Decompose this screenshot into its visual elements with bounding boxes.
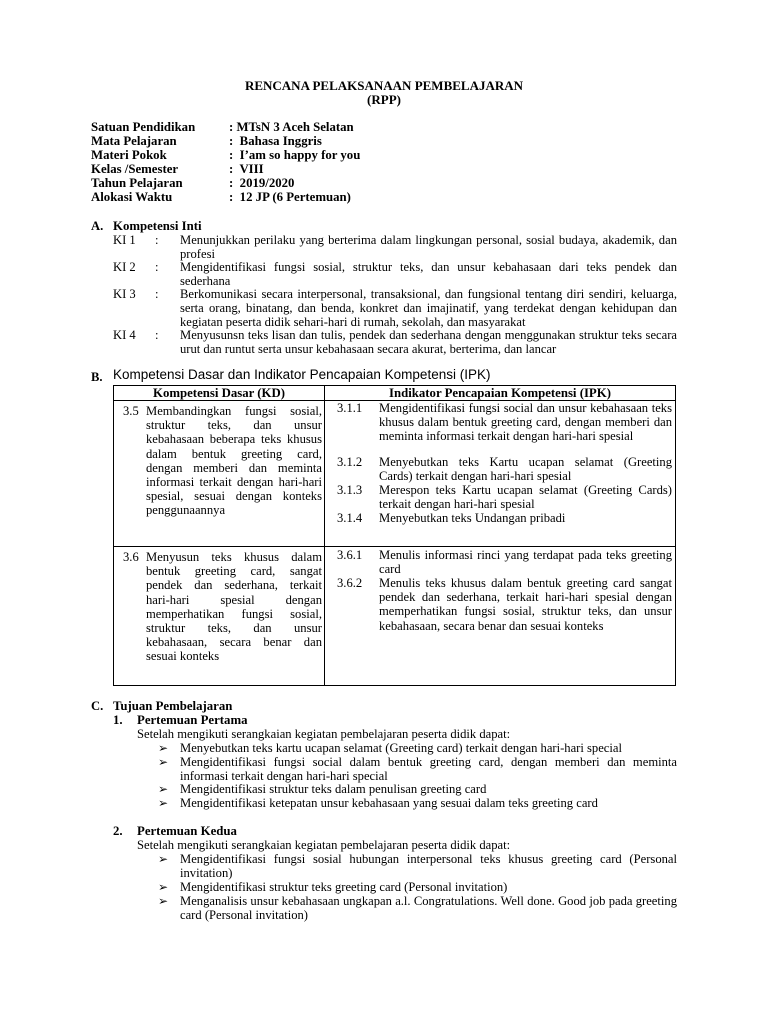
list-item: Mengidentifikasi fungsi social dalam bentuk greeting card, dengan memberi dan meminta informasi terkait dengan hari-hari special xyxy=(180,755,677,784)
list-item: Menganalisis unsur kebahasaan ungkapan a.l. Congratulations. Well done. Good job pada greeting card (Personal invitation) xyxy=(180,894,677,923)
ki-text: Mengidentifikasi fungsi sosial, struktur teks, dan unsur kebahasaan dari teks pendek dan sederhana xyxy=(180,260,677,289)
ki-code: KI 4 xyxy=(113,328,136,342)
identity-value: : I’am so happy for you xyxy=(229,148,361,162)
list-item: Mengidentifikasi struktur teks dalam penulisan greeting card xyxy=(180,782,487,796)
ki-text: Menyusunsn teks lisan dan tulis, pendek dan sederhana dengan menggunakan struktur teks secara urut dan runtut serta unsur kebahasaan secara akurat, berterima, dan lancar xyxy=(180,328,677,357)
arrow-bullet-icon: ➢ xyxy=(158,782,169,796)
kd-cell xyxy=(114,547,325,686)
list-item: Mengidentifikasi fungsi sosial hubungan interpersonal teks khusus greeting card (Personal invitation) xyxy=(180,852,677,881)
kd-number: 3.5 xyxy=(123,404,139,418)
kd-text: Menyusun teks khusus dalam bentuk greeting card, sangat pendek dan sederhana, terkait hari-hari spesial dengan memperhatikan fungsi sosial, struktur teks, dan unsur kebahasaan, secara benar dan sesuai konteks xyxy=(146,550,322,664)
identity-label: Tahun Pelajaran xyxy=(91,176,183,190)
ipk-text: Menulis informasi rinci yang terdapat pada teks greeting card xyxy=(379,548,672,577)
arrow-bullet-icon: ➢ xyxy=(158,894,169,908)
ipk-number: 3.1.2 xyxy=(337,455,363,469)
table-header-kd: Kompetensi Dasar (KD) xyxy=(114,386,325,401)
ipk-number: 3.1.1 xyxy=(337,401,363,415)
ipk-cell xyxy=(325,547,676,686)
section-b-letter: B. xyxy=(91,370,103,384)
identity-value: : VIII xyxy=(229,162,264,176)
meeting-intro: Setelah mengikuti serangkaian kegiatan pembelajaran peserta didik dapat: xyxy=(137,838,511,852)
ki-text: Menunjukkan perilaku yang berterima dalam lingkungan personal, sosial budaya, akademik, dan profesi xyxy=(180,233,677,262)
arrow-bullet-icon: ➢ xyxy=(158,880,169,894)
ki-colon: : xyxy=(155,260,159,274)
ipk-number: 3.6.2 xyxy=(337,576,363,590)
identity-label: Satuan Pendidikan xyxy=(91,120,196,134)
kd-text: Membandingkan fungsi sosial, struktur teks, dan unsur kebahasaan beberapa teks khusus dalam bentuk greeting card, dengan memberi dan meminta informasi terkait dengan hari-hari spesial, sesuai dengan konteks penggunaannya xyxy=(146,404,322,518)
meeting-intro: Setelah mengikuti serangkaian kegiatan pembelajaran peserta didik dapat: xyxy=(137,727,511,741)
identity-value: : 12 JP (6 Pertemuan) xyxy=(229,190,351,204)
table-header-row xyxy=(114,386,676,401)
ipk-text: Merespon teks Kartu ucapan selamat (Greeting Cards) terkait dengan hari-hari spesial xyxy=(379,483,672,512)
ipk-number: 3.1.4 xyxy=(337,511,363,525)
arrow-bullet-icon: ➢ xyxy=(158,755,169,769)
ipk-number: 3.1.3 xyxy=(337,483,363,497)
ipk-text: Mengidentifikasi fungsi social dan unsur kebahasaan teks khusus dalam bentuk greeting card, dengan memberi dan meminta informasi terkait dengan hari-hari spesial xyxy=(379,401,672,444)
arrow-bullet-icon: ➢ xyxy=(158,796,169,810)
ki-code: KI 3 xyxy=(113,287,136,301)
kd-number: 3.6 xyxy=(123,550,139,564)
kd-ipk-table xyxy=(113,385,676,686)
kd-cell xyxy=(114,401,325,547)
list-item: Mengidentifikasi struktur teks greeting card (Personal invitation) xyxy=(180,880,508,894)
table-row xyxy=(114,547,676,686)
ipk-text: Menyebutkan teks Kartu ucapan selamat (Greeting Cards) terkait dengan hari-hari spesial xyxy=(379,455,672,484)
identity-value: : MTsN 3 Aceh Selatan xyxy=(229,120,354,134)
document-subtitle: (RPP) xyxy=(367,92,401,107)
identity-value: : 2019/2020 xyxy=(229,176,295,190)
section-a-heading: Kompetensi Inti xyxy=(113,219,202,233)
ipk-number: 3.6.1 xyxy=(337,548,363,562)
section-b-heading: Kompetensi Dasar dan Indikator Pencapaian Kompetensi (IPK) xyxy=(113,367,491,382)
section-c-letter: C. xyxy=(91,699,104,713)
ki-code: KI 1 xyxy=(113,233,136,247)
identity-label: Mata Pelajaran xyxy=(91,134,177,148)
meeting-title: Pertemuan Pertama xyxy=(137,713,248,727)
ki-colon: : xyxy=(155,328,159,342)
ipk-cell xyxy=(325,401,676,547)
meeting-number: 2. xyxy=(113,824,123,838)
list-item: Mengidentifikasi ketepatan unsur kebahasaan yang sesuai dalam teks greeting card xyxy=(180,796,598,810)
section-a-letter: A. xyxy=(91,219,104,233)
meeting-title: Pertemuan Kedua xyxy=(137,824,237,838)
ipk-text: Menulis teks khusus dalam bentuk greeting card sangat pendek dan sederhana, terkait hari-hari spesial dengan memperhatikan fungsi sosial, struktur teks, dan unsur kebahasaan, secara benar dan sesuai konteks xyxy=(379,576,672,633)
arrow-bullet-icon: ➢ xyxy=(158,852,169,866)
identity-label: Kelas /Semester xyxy=(91,162,179,176)
list-item: Menyebutkan teks kartu ucapan selamat (Greeting card) terkait dengan hari-hari special xyxy=(180,741,622,755)
meeting-number: 1. xyxy=(113,713,123,727)
ki-text: Berkomunikasi secara interpersonal, transaksional, dan fungsional tentang diri sendiri, keluarga, serta orang, binatang, dan benda, konkret dan imajinatif, yang terdekat dengan kehidupan dan kegiatan peserta didik sehari-hari di rumah, sekolah, dan masyarakat xyxy=(180,287,677,330)
arrow-bullet-icon: ➢ xyxy=(158,741,169,755)
identity-value: : Bahasa Inggris xyxy=(229,134,322,148)
section-c-heading: Tujuan Pembelajaran xyxy=(113,699,233,713)
table-header-ipk: Indikator Pencapaian Kompetensi (IPK) xyxy=(325,386,676,401)
document-title: RENCANA PELAKSANAAN PEMBELAJARAN xyxy=(244,78,524,93)
table-row xyxy=(114,401,676,547)
identity-label: Alokasi Waktu xyxy=(91,190,173,204)
ipk-text: Menyebutkan teks Undangan pribadi xyxy=(379,511,566,525)
ki-code: KI 2 xyxy=(113,260,136,274)
ki-colon: : xyxy=(155,233,159,247)
ki-colon: : xyxy=(155,287,159,301)
identity-label: Materi Pokok xyxy=(91,148,167,162)
